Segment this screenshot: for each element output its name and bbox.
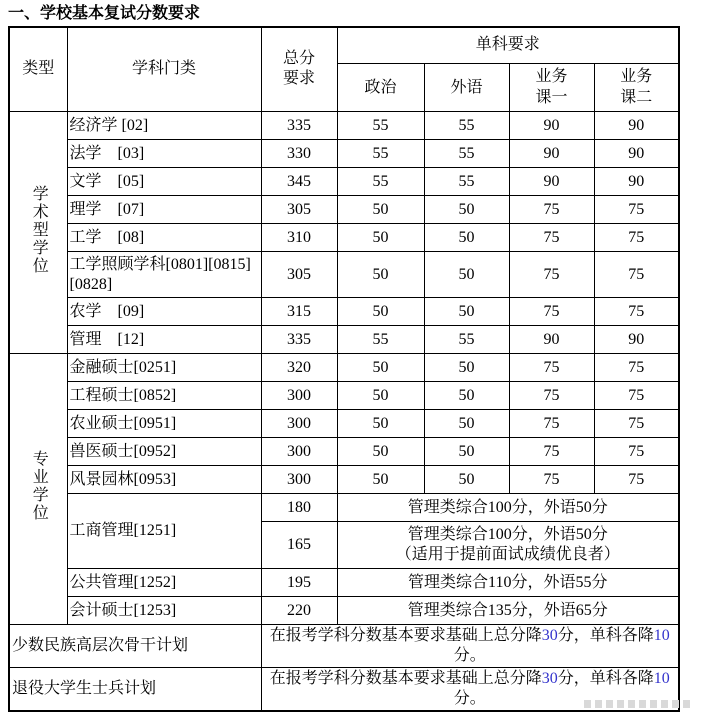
- score-cell: 90: [509, 112, 594, 140]
- note-number: 30: [541, 670, 558, 688]
- score-cell: 55: [424, 326, 509, 354]
- score-cell: 75: [594, 224, 679, 252]
- score-cell: 75: [594, 382, 679, 410]
- category-cell: 公共管理[1252]: [67, 569, 261, 597]
- note-cell: 管理类综合100分，外语50分: [337, 494, 679, 522]
- note-text: 分。: [453, 690, 486, 708]
- table-row: [9, 224, 679, 252]
- score-cell: 50: [337, 354, 424, 382]
- table-row: [9, 597, 679, 625]
- category-cell: 工学照顾学科[0801][0815][0828]: [67, 252, 261, 298]
- score-cell: 50: [337, 410, 424, 438]
- total-cell: 220: [261, 597, 337, 625]
- category-cell: 金融硕士[0251]: [67, 354, 261, 382]
- note-line-1: 管理类综合100分，外语50分: [407, 526, 608, 544]
- score-cell: 75: [509, 252, 594, 298]
- score-cell: 90: [509, 168, 594, 196]
- note-number: 10: [653, 670, 670, 688]
- score-cell: 75: [594, 354, 679, 382]
- score-cell: 75: [509, 466, 594, 494]
- type-cell-academic: [9, 112, 67, 354]
- score-cell: 90: [509, 140, 594, 168]
- score-cell: 50: [337, 298, 424, 326]
- header-total: [261, 27, 337, 112]
- score-cell: 55: [337, 112, 424, 140]
- note-number: 30: [541, 627, 558, 645]
- score-cell: 50: [337, 382, 424, 410]
- score-cell: 75: [594, 410, 679, 438]
- score-cell: 90: [594, 112, 679, 140]
- category-cell: 风景园林[0953]: [67, 466, 261, 494]
- header-foreign: 外语: [424, 64, 509, 112]
- table-row: [9, 298, 679, 326]
- category-cell: 经济学 [02]: [67, 112, 261, 140]
- score-cell: 50: [424, 410, 509, 438]
- score-cell: 50: [424, 382, 509, 410]
- type-label: 专业学位: [30, 450, 48, 523]
- score-cell: 50: [424, 354, 509, 382]
- category-cell: 法学 [03]: [67, 140, 261, 168]
- score-cell: 55: [337, 140, 424, 168]
- score-cell: 75: [509, 438, 594, 466]
- table-row: [9, 168, 679, 196]
- header-single: 单科要求: [337, 27, 679, 64]
- category-cell: 工程硕士[0852]: [67, 382, 261, 410]
- table-row: [9, 252, 679, 298]
- watermark: [584, 700, 690, 708]
- table-row: [9, 569, 679, 597]
- score-cell: 75: [594, 252, 679, 298]
- table-row: [9, 466, 679, 494]
- note-text: 分。: [453, 647, 486, 665]
- score-cell: 55: [337, 168, 424, 196]
- special-plan-label: 少数民族高层次骨干计划: [9, 625, 261, 668]
- header-type: 类型: [9, 27, 67, 112]
- table-row: [9, 196, 679, 224]
- header-total-text: 总分要求: [283, 49, 316, 88]
- score-cell: 50: [424, 298, 509, 326]
- score-cell: 50: [337, 438, 424, 466]
- total-cell: 315: [261, 298, 337, 326]
- table-row: [9, 410, 679, 438]
- table-row: [9, 140, 679, 168]
- page-title: 一、学校基本复试分数要求: [8, 5, 201, 22]
- table-row: [9, 668, 679, 712]
- score-cell: 50: [337, 466, 424, 494]
- score-cell: 90: [509, 326, 594, 354]
- note-line-2: （适用于提前面试成绩优良者）: [395, 546, 620, 564]
- score-cell: 75: [509, 196, 594, 224]
- table-row: [9, 382, 679, 410]
- category-cell: 工学 [08]: [67, 224, 261, 252]
- score-cell: 75: [509, 298, 594, 326]
- header-course2-text: 业务课二: [620, 67, 653, 106]
- header-politics: 政治: [337, 64, 424, 112]
- total-cell: 335: [261, 112, 337, 140]
- category-cell: 会计硕士[1253]: [67, 597, 261, 625]
- score-cell: 55: [337, 326, 424, 354]
- table-row: [9, 326, 679, 354]
- score-cell: 75: [509, 224, 594, 252]
- total-cell: 300: [261, 466, 337, 494]
- category-cell: 兽医硕士[0952]: [67, 438, 261, 466]
- header-course2: [594, 64, 679, 112]
- score-table: [8, 26, 680, 713]
- note-cell: 管理类综合110分，外语55分: [337, 569, 679, 597]
- score-cell: 50: [424, 224, 509, 252]
- total-cell: 310: [261, 224, 337, 252]
- category-cell: 管理 [12]: [67, 326, 261, 354]
- special-plan-note: [261, 625, 679, 668]
- total-cell: 300: [261, 438, 337, 466]
- score-cell: 75: [594, 438, 679, 466]
- score-cell: 75: [509, 354, 594, 382]
- table-row: [9, 494, 679, 522]
- type-label: 学术型学位: [30, 184, 48, 275]
- total-cell: 305: [261, 252, 337, 298]
- category-cell: 理学 [07]: [67, 196, 261, 224]
- category-cell-mba: 工商管理[1251]: [67, 494, 261, 569]
- score-cell: 75: [594, 298, 679, 326]
- score-cell: 90: [594, 326, 679, 354]
- score-cell: 50: [424, 252, 509, 298]
- score-cell: 90: [594, 140, 679, 168]
- type-cell-professional: [9, 354, 67, 625]
- score-cell: 50: [337, 224, 424, 252]
- header-category: 学科门类: [67, 27, 261, 112]
- score-cell: 75: [509, 410, 594, 438]
- special-plan-label: 退役大学生士兵计划: [9, 668, 261, 712]
- score-cell: 75: [509, 382, 594, 410]
- total-cell: 320: [261, 354, 337, 382]
- category-cell: 农学 [09]: [67, 298, 261, 326]
- note-text: 在报考学科分数基本要求基础上总分降: [269, 627, 542, 645]
- header-course1-text: 业务课一: [535, 67, 568, 106]
- score-cell: 75: [594, 466, 679, 494]
- note-cell: [337, 522, 679, 569]
- total-cell: 180: [261, 494, 337, 522]
- table-row: [9, 625, 679, 668]
- score-cell: 55: [424, 112, 509, 140]
- score-cell: 55: [424, 140, 509, 168]
- total-cell: 335: [261, 326, 337, 354]
- score-cell: 50: [337, 196, 424, 224]
- total-cell: 300: [261, 382, 337, 410]
- score-cell: 90: [594, 168, 679, 196]
- score-cell: 50: [424, 196, 509, 224]
- category-cell: 文学 [05]: [67, 168, 261, 196]
- table-row: [9, 112, 679, 140]
- category-cell: 农业硕士[0951]: [67, 410, 261, 438]
- total-cell: 195: [261, 569, 337, 597]
- note-number: 10: [653, 627, 670, 645]
- score-cell: 55: [424, 168, 509, 196]
- note-cell: 管理类综合135分，外语65分: [337, 597, 679, 625]
- total-cell: 165: [261, 522, 337, 569]
- total-cell: 305: [261, 196, 337, 224]
- note-text: 在报考学科分数基本要求基础上总分降: [269, 670, 542, 688]
- table-row: [9, 438, 679, 466]
- header-row-1: [9, 27, 679, 64]
- note-text: 分，单科各降: [557, 627, 654, 645]
- score-cell: 50: [337, 252, 424, 298]
- total-cell: 330: [261, 140, 337, 168]
- total-cell: 345: [261, 168, 337, 196]
- total-cell: 300: [261, 410, 337, 438]
- score-cell: 50: [424, 438, 509, 466]
- score-cell: 75: [594, 196, 679, 224]
- score-cell: 50: [424, 466, 509, 494]
- table-row: [9, 354, 679, 382]
- header-course1: [509, 64, 594, 112]
- note-text: 分，单科各降: [557, 670, 654, 688]
